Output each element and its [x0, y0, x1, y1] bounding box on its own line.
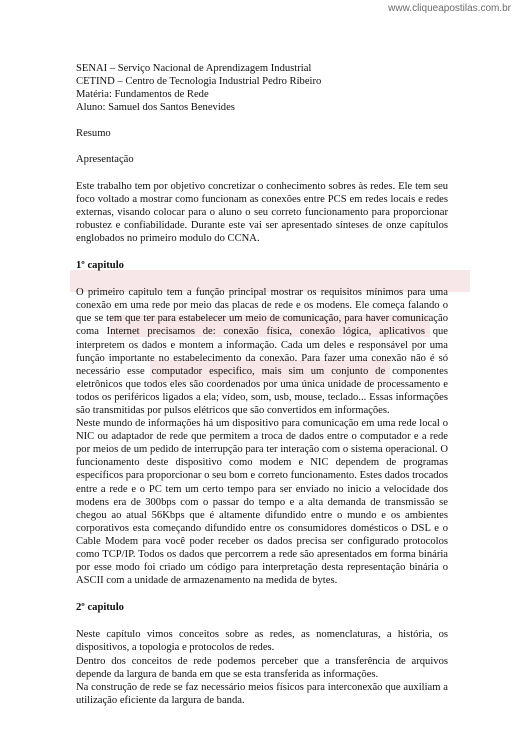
chapter1-heading: 1º capitulo	[76, 260, 124, 272]
site-url[interactable]: www.cliqueapostilas.com.br	[388, 3, 511, 14]
chapter2-paragraph-1: Neste capítulo vimos conceitos sobre as redes, as nomenclaturas, a história, os dispositivos, a topologia e protocolos de redes.	[76, 629, 448, 654]
header-line-center: CETIND – Centro de Tecnologia Industrial Pedro Ribeiro	[76, 76, 322, 88]
chapter1-paragraph-1: O primeiro capitulo tem a função principal mostrar os requisitos mínimos para uma conexão em uma rede por meio das placas de rede e os modens. Ele começa falando o que se tem que ter para estabelecer um meio de comunicação, para haver comunicação coma Internet precisamos de: conexão física, conexão lógica, aplicativos que interpretem os dados e montem a informação. Cada um deles e responsável por uma função importante no estabelecimento da conexão. Para fazer uma conexão não é só necessário esse computador especifico, mais sim um conjunto de componentes eletrônicos que todos eles são coordenados por uma única unidade de processamento e todos os periféricos ligados a ela; vídeo, som, usb, mouse, teclado... Essas informações são transmitidas por pulsos elétricos que são convertidos em informações.	[76, 287, 448, 416]
chapter2-heading: 2º capitulo	[76, 602, 124, 614]
header-line-institution: SENAI – Serviço Nacional de Aprendizagem Industrial	[76, 63, 312, 74]
intro-paragraph: Este trabalho tem por objetivo concretizar o conhecimento sobres às redes. Ele tem seu foco voltado a mostrar como funcionam as conexões entre PCS em redes locais e redes externas, visando colocar para o aluno o seu correto funcionamento para proporcionar robustez e confiabilidade. Durante este vai ser apresentado sínteses de onze capítulos englobados no primeiro modulo do CCNA.	[76, 180, 448, 244]
label-apresentacao: Apresentação	[76, 154, 134, 166]
label-resumo: Resumo	[76, 128, 111, 140]
chapter2-paragraph-2: Dentro dos conceitos de rede podemos perceber que a transferência de arquivos depende da largura de banda em que se esta transferida as informações.	[76, 655, 448, 680]
chapter1-paragraph-2: Neste mundo de informações há um dispositivo para comunicação em uma rede local o NIC ou adaptador de rede que permitem a troca de dados entre o computador e a rede por meios de um pedido de interrupção para ter interação com o sistema operacional. O funcionamento deste dispositivo como modem e NIC dependem de programas específicos para proporcionar o seu bom e correto funcionamento. Estes dados trocados entre a rede e o PC tem um certo tempo para ser enviado no inicio a velocidade dos modens era de 300bps com o passar do tempo e a alta demanda de transmissão se chegou ao atual 56Kbps que é altamente difundido entre o mundo e os ambientes corporativos esta começando difundido entre os consumidores domésticos o DSL e o Cable Modem para você poder receber os dados precisa ser configurado protocolos como TCP/IP. Todos os dados que percorrem a rede são apresentados em forma binária por esse modo foi criado um código para interpretação desta representação binária o ASCII com a unidade de armazenamento na medida de bytes.	[76, 418, 448, 587]
header-line-student: Aluno: Samuel dos Santos Benevides	[76, 102, 235, 114]
header-line-subject: Matéria: Fundamentos de Rede	[76, 89, 209, 101]
document-page	[76, 62, 448, 707]
chapter2-paragraph-3: Na construção de rede se faz necessário meios físicos para interconexão que auxiliam a utilização eficiente da largura de banda.	[76, 681, 448, 706]
document-header	[76, 62, 448, 114]
